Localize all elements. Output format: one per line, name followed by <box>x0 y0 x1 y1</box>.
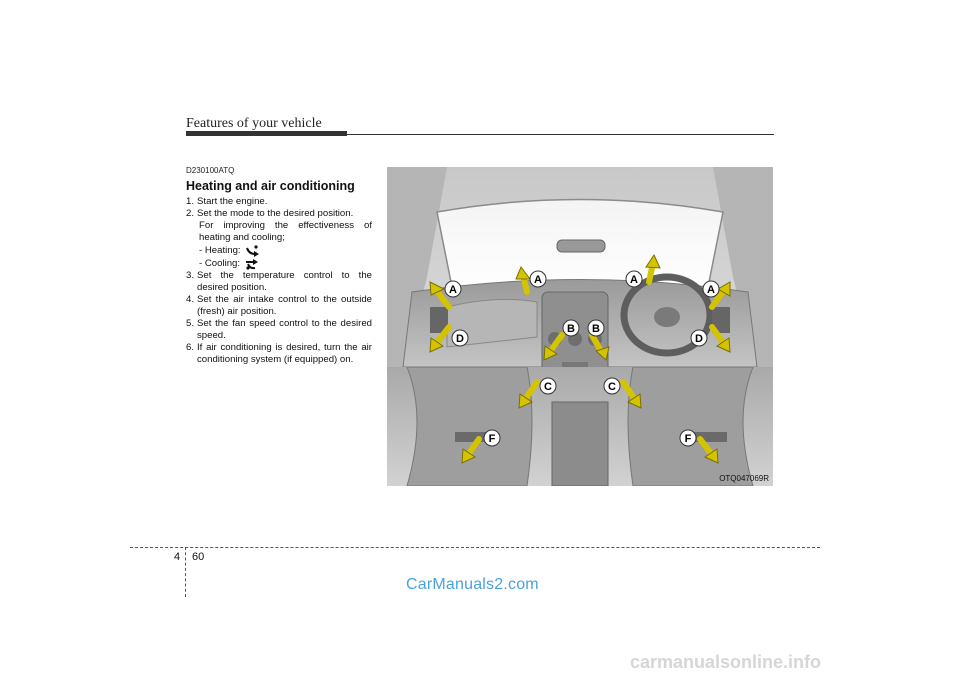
vent-diagram <box>387 167 773 486</box>
svg-text:F: F <box>488 433 496 445</box>
svg-text:A: A <box>707 284 715 296</box>
header-title: Features of your vehicle <box>186 116 322 131</box>
step-number: 6. <box>186 342 195 353</box>
heating-mode-row <box>197 244 372 257</box>
page-number: 60 <box>192 551 205 563</box>
step-text: Set the mode to the desired position. <box>197 208 354 219</box>
svg-text:A: A <box>534 274 542 286</box>
svg-text:B: B <box>592 323 600 335</box>
vent-label-f-left <box>484 430 500 446</box>
step-4 <box>186 294 372 318</box>
footer-divider <box>185 547 186 597</box>
step-text: Set the fan speed control to the desired speed. <box>197 318 372 341</box>
step-1 <box>186 196 372 208</box>
watermark-link[interactable]: CarManuals2.com <box>406 576 539 593</box>
svg-text:C: C <box>608 381 616 393</box>
step-number: 3. <box>186 270 195 281</box>
section-code: D230100ATQ <box>186 166 235 175</box>
vent-label-a-right <box>703 281 719 297</box>
svg-text:A: A <box>449 284 457 296</box>
header-rule <box>186 131 347 136</box>
header-rule-thin <box>347 134 774 135</box>
step-number: 2. <box>186 208 195 219</box>
vent-label-layer <box>387 167 773 486</box>
step-6 <box>186 342 372 366</box>
watermark-text: carmanualsonline.info <box>630 652 822 672</box>
section-content <box>186 165 372 366</box>
vent-label-d-left <box>452 330 468 346</box>
vent-label-a-center-right <box>626 271 642 287</box>
step-number: 5. <box>186 318 195 329</box>
step-number: 4. <box>186 294 195 305</box>
figure-code: OTQ047069R <box>719 474 769 483</box>
cooling-mode-row <box>197 257 372 270</box>
step-5 <box>186 318 372 342</box>
svg-text:D: D <box>695 333 703 345</box>
step-3 <box>186 270 372 294</box>
svg-text:B: B <box>567 323 575 335</box>
vent-label-c-right <box>604 378 620 394</box>
step-2 <box>186 208 372 270</box>
svg-text:C: C <box>544 381 552 393</box>
chapter-number: 4 <box>174 551 181 563</box>
step-detail: For improving the effectiveness of heating and cooling; <box>199 220 372 243</box>
vent-label-b-left <box>563 320 579 336</box>
svg-text:A: A <box>630 274 638 286</box>
floor-vent-mode-icon <box>245 245 261 257</box>
footer-rule <box>130 547 820 548</box>
step-text: Set the air intake control to the outside (fresh) air position. <box>197 294 372 317</box>
face-vent-mode-icon <box>244 258 260 270</box>
vent-label-d-right <box>691 330 707 346</box>
step-number: 1. <box>186 196 195 207</box>
step-text: Start the engine. <box>197 196 268 207</box>
vent-label-f-right <box>680 430 696 446</box>
vent-label-c-left <box>540 378 556 394</box>
cooling-label: - Cooling: <box>199 257 241 269</box>
step-text: Set the temperature control to the desired position. <box>197 270 372 293</box>
svg-text:D: D <box>456 333 464 345</box>
section-title: Heating and air conditioning <box>186 179 355 193</box>
vent-label-b-right <box>588 320 604 336</box>
heating-label: - Heating: <box>199 244 241 256</box>
step-text: If air conditioning is desired, turn the air conditioning system (if equipped) on. <box>197 342 372 365</box>
vent-label-a-center-left <box>530 271 546 287</box>
steps-list <box>186 196 372 366</box>
svg-text:F: F <box>684 433 692 445</box>
vent-label-a-left <box>445 281 461 297</box>
